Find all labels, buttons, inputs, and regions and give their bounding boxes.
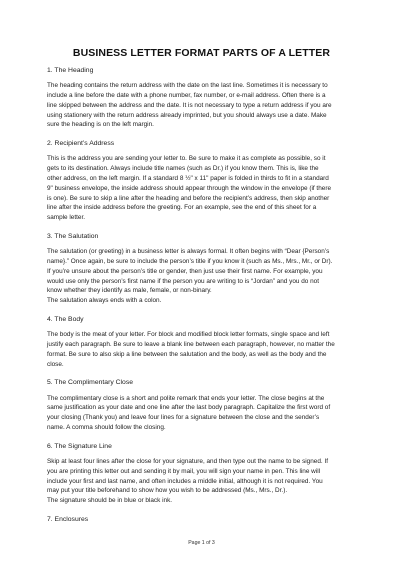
section-paragraph: [47, 247, 365, 306]
section-heading: 7. Enclosures: [47, 515, 89, 523]
section-heading: 6. The Signature Line: [47, 442, 112, 450]
section-paragraph: [47, 154, 365, 223]
page-number: Page 1 of 3: [188, 540, 215, 546]
paragraph-line: Skip at least four lines after the close for your signature, and then type out the name to be signed. If: [47, 457, 329, 465]
paragraph-line: The salutation always ends with a colon.: [47, 297, 162, 305]
paragraph-line: sample letter.: [47, 214, 86, 222]
paragraph-line: know whether they identify as male, female, or non-binary.: [47, 287, 212, 295]
paragraph-line: The heading contains the return address with the date on the last line. Sometimes it is necessary to: [47, 82, 328, 90]
paragraph-line: close.: [47, 360, 64, 368]
paragraph-line: The body is the meat of your letter. For block and modified block letter formats, single space and left: [47, 331, 330, 339]
paragraph-line: name}.” Once again, be sure to include the person’s title if you know it (such as Ms., Mrs., Mr., or Dr).: [47, 257, 333, 265]
paragraph-line: The salutation (or greeting) in a business letter is always formal. It often begins with “Dear {Person’s: [47, 248, 330, 256]
paragraph-line: same justification as your date and one line after the last body paragraph. Capitalize the first word of: [47, 404, 331, 412]
paragraph-line: line after the inside address before the greeting. For an example, see the end of this sheet for a: [47, 204, 317, 212]
section-heading: 4. The Body: [47, 315, 84, 323]
paragraph-line: using stationery with the return address already imprinted, but you should always use a date. Make: [47, 111, 327, 119]
section-paragraph: [47, 457, 365, 506]
paragraph-line: would use only the person’s first name if the person you are writing to is “Jordan” and you do not: [47, 277, 319, 285]
paragraph-line: format. Be sure to also skip a line between the salutation and the body, as well as the body and the: [47, 350, 327, 358]
paragraph-line: The signature should be in blue or black ink.: [47, 497, 173, 505]
paragraph-line: may put your title beforehand to show how you wish to be addressed (Ms., Mrs., Dr.).: [47, 487, 288, 495]
paragraph-line: justify each paragraph. Be sure to leave a blank line between each paragraph, however, no matter the: [47, 340, 335, 348]
section-heading: 3. The Salutation: [47, 232, 99, 240]
paragraph-line: include your first and last name, and often includes a middle initial, although it is not required. You: [47, 477, 323, 485]
paragraph-line: line skipped between the address and the date. It is not necessary to type a return address if you are: [47, 101, 332, 109]
paragraph-line: name. A comma should follow the closing.: [47, 423, 166, 431]
paragraph-line: This is the address you are sending your letter to. Be sure to make it as complete as possible, so it: [47, 155, 326, 163]
section-heading: 2. Recipient’s Address: [47, 140, 115, 148]
paragraph-line: gets to its destination. Always include title names (such as Dr.) if you know them. This is, like the: [47, 165, 319, 173]
document-body: [47, 66, 365, 524]
document-title: BUSINESS LETTER FORMAT PARTS OF A LETTER: [72, 47, 331, 59]
section-paragraph: [47, 81, 365, 130]
paragraph-line: you are printing this letter out and sending it by mail, you will sign your name in pen. This line will: [47, 467, 321, 475]
paragraph-line: If you’re unsure about the person’s title or gender, then just use their first name. For example, you: [47, 267, 323, 275]
section-heading: 5. The Complimentary Close: [47, 379, 134, 387]
paragraph-line: 9" business envelope, the inside address should appear through the window in the envelope (if there: [47, 184, 331, 192]
section-paragraph: [47, 330, 365, 369]
paragraph-line: your closing (Thank you) and leave four lines for a signature between the close and the sender’s: [47, 414, 320, 422]
paragraph-line: is one). Be sure to skip a line after the heading and before the recipient’s address, then skip another: [47, 194, 330, 202]
paragraph-line: sure the heading is on the left margin.: [47, 121, 154, 129]
paragraph-line: other address, on the left margin. If a standard 8 ½" x 11" paper is folded in thirds to fit in a standard: [47, 174, 329, 182]
section-heading: 1. The Heading: [47, 67, 94, 74]
paragraph-line: The complimentary close is a short and polite remark that ends your letter. The close begins at the: [47, 394, 325, 402]
section-paragraph: [47, 394, 365, 433]
paragraph-line: include a line before the date with a phone number, fax number, or e-mail address. Often there is a: [47, 92, 326, 99]
